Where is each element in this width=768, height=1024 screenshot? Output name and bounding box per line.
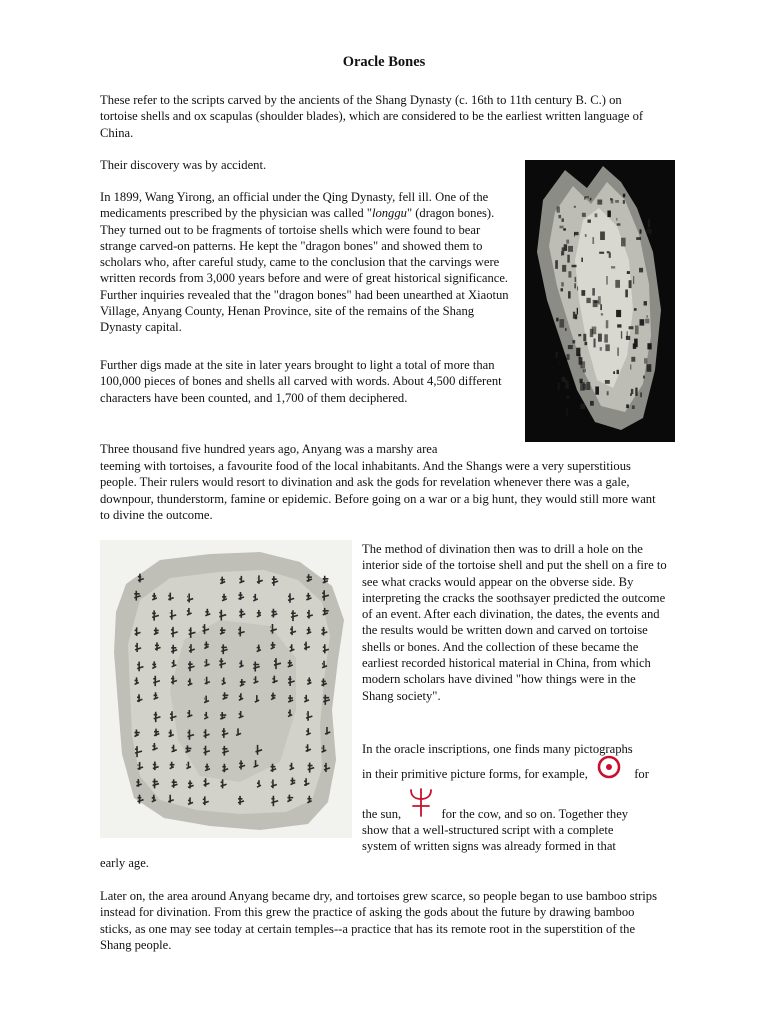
pictograph-line3-text: the sun, bbox=[362, 807, 402, 821]
pictograph-line2 bbox=[362, 766, 692, 783]
inscribed-tortoise-shell-photo bbox=[100, 540, 352, 838]
bamboo-paragraph: Later on, the area around Anyang became dry, and tortoises grew scarce, so people began to use bamboo strips instead for divination. From this grew the practice of asking the gods about the future by drawing bamboo sticks, as one may see today at certain temples--a practice that has its remote root in the superstition of the Shang people. bbox=[100, 889, 657, 952]
oracle-bone-fragment-photo bbox=[525, 160, 675, 442]
pictograph-line3 bbox=[362, 806, 692, 822]
pictograph-line3-rest: for the cow, and so on. Together they bbox=[441, 807, 629, 821]
pictograph-line6: early age. bbox=[100, 856, 149, 870]
history-text-end: " (dragon bones). They turned out to be fragments of tortoise shells which were found to bear strange carved-on patterns. He kept the "dragon bones" and showed them to scholars who, after careful study, came to the conclusion that the carvings were written records from 3,000 years before and were of great historical significance. Further inquiries revealed that the "dragon bones" had been unearthed at Xiaotun Village, Anyang County, Henan Province, site of the remains of the Shang Dynasty capital. bbox=[100, 206, 509, 335]
anyang-paragraph-line1: Three thousand five hundred years ago, Anyang was a marshy area bbox=[100, 442, 438, 456]
page-title: Oracle Bones bbox=[342, 54, 426, 70]
intro-paragraph: These refer to the scripts carved by the ancients of the Shang Dynasty (c. 16th to 11th century B. C.) on tortoise shells and ox scapulas (shoulder blades), which are considered to be the earliest written language of China. bbox=[100, 93, 644, 140]
discovery-paragraph: Their discovery was by accident. bbox=[100, 158, 267, 172]
anyang-paragraph: teeming with tortoises, a favourite food of the local inhabitants. And the Shangs were a very superstitious people. Their rulers would resort to divination and ask the gods for revelation whenever there was a gale, downpour, thunderstorm, famine or epidemic. Before going on a war or a big hunt, they would still more want to divine the outcome. bbox=[100, 459, 656, 522]
history-text-start: In 1899, Wang Yirong, an official under the Qing Dynasty, fell ill. One of the medicaments prescribed by the physician was called " bbox=[100, 190, 489, 221]
pictograph-line5: system of written signs was already formed in that bbox=[362, 839, 616, 853]
pictograph-line2-for: for bbox=[634, 767, 649, 781]
digs-paragraph: Further digs made at the site in later years brought to light a total of more than 100,000 pieces of bones and shells all carved with words. About 4,500 different characters have been counted, and 1,700 of them deciphered. bbox=[100, 358, 502, 405]
divination-paragraph: The method of divination then was to drill a hole on the interior side of the tortoise shell and put the shell on a fire to see what cracks would appear on the obverse side. By interpreting the cracks the soothsayer predicted the outcome of an event. After each divination, the dates, the events and the results would be written down and carved on tortoise shells or bones. And the collection of these became the earliest recorded historical material in China, from which modern scholars have divined "how things were in the Shang society". bbox=[362, 542, 667, 703]
sun-pictograph-icon bbox=[597, 755, 621, 783]
history-paragraph bbox=[100, 189, 518, 336]
cow-pictograph-icon bbox=[406, 787, 436, 821]
pictograph-line2-text: in their primitive picture forms, for example, bbox=[362, 767, 588, 781]
pictograph-line1: In the oracle inscriptions, one finds many pictographs bbox=[362, 742, 633, 756]
pictograph-line4: show that a well-structured script with a complete bbox=[362, 823, 614, 837]
longgu-term: longgu bbox=[371, 206, 407, 221]
